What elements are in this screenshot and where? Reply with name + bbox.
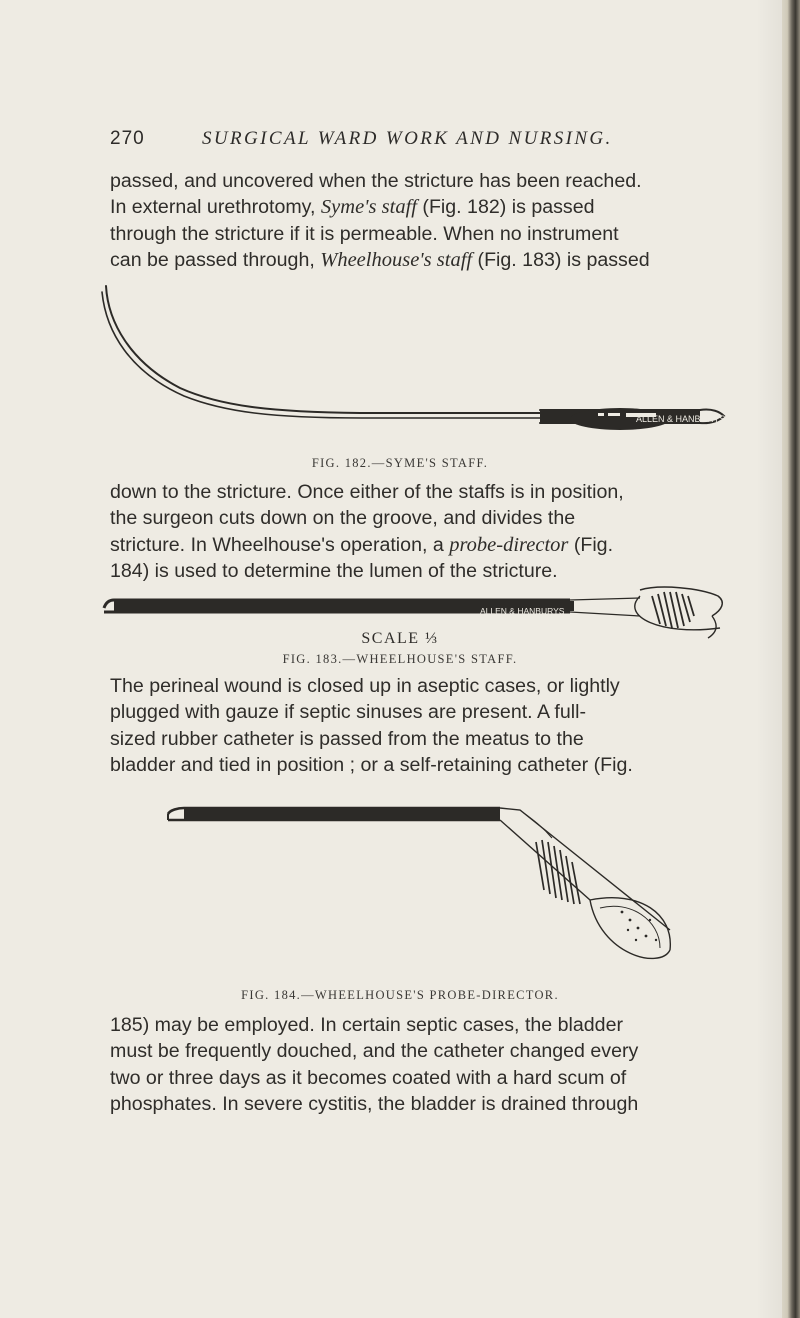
- text-line: must be frequently douched, and the catheter changed every: [110, 1040, 639, 1063]
- text-line: 185) may be employed. In certain septic cases, the bladder: [110, 1014, 623, 1036]
- text-line: two or three days as it becomes coated with a hard scum of: [110, 1066, 627, 1089]
- text-line: 184) is used to determine the lumen of the stricture.: [110, 560, 558, 583]
- text-line: plugged with gauze if septic sinuses are present. A full-: [110, 701, 586, 724]
- running-title: SURGICAL WARD WORK AND NURSING.: [202, 128, 613, 149]
- figure-183-scale: SCALE ⅓: [361, 630, 439, 647]
- paragraph-3: [110, 673, 712, 779]
- maker-mark-182: [632, 407, 726, 429]
- page-number: 270: [110, 128, 145, 149]
- paragraph-4: [110, 1012, 712, 1118]
- probe-director-illustration: [160, 780, 700, 980]
- paragraph-2: [110, 479, 712, 585]
- figure-182-caption: FIG. 182.—SYME'S STAFF.: [311, 456, 489, 470]
- text-line: through the stricture if it is permeable. When no instrument: [110, 222, 619, 245]
- maker-mark-text: ALLEN & HANBURYS: [480, 606, 565, 616]
- text-line: passed, and uncovered when the stricture has been reached.: [110, 170, 642, 192]
- running-head: [110, 128, 710, 150]
- text-line: stricture. In Wheelhouse's operation, a probe-director (Fig.: [110, 533, 614, 556]
- italic-term: Syme's staff: [320, 196, 417, 219]
- figure-183-caption: FIG. 183.—WHEELHOUSE'S STAFF.: [282, 652, 518, 666]
- figure-184-caption: FIG. 184.—WHEELHOUSE'S PROBE-DIRECTOR.: [241, 988, 559, 1002]
- paragraph-1: [110, 168, 712, 274]
- text-line: In external urethrotomy, Syme's staff (Fig. 182) is passed: [110, 196, 595, 219]
- text-line: bladder and tied in position ; or a self-retaining catheter (Fig.: [110, 754, 633, 777]
- italic-term: probe-director: [449, 533, 569, 556]
- text-line: phosphates. In severe cystitis, the bladder is drained through: [110, 1093, 639, 1116]
- text-line: the surgeon cuts down on the groove, and divides the: [110, 507, 576, 530]
- maker-mark-183: [478, 603, 578, 619]
- italic-term: Wheelhouse's staff: [320, 249, 473, 272]
- text-line: sized rubber catheter is passed from the meatus to the: [110, 727, 584, 750]
- text-line: down to the stricture. Once either of the staffs is in position,: [110, 481, 624, 503]
- maker-mark-text: ALLEN & HANBURYS: [636, 414, 726, 424]
- text-line: The perineal wound is closed up in aseptic cases, or lightly: [110, 675, 620, 697]
- text-line: can be passed through, Wheelhouse's staff (Fig. 183) is passed: [110, 249, 650, 272]
